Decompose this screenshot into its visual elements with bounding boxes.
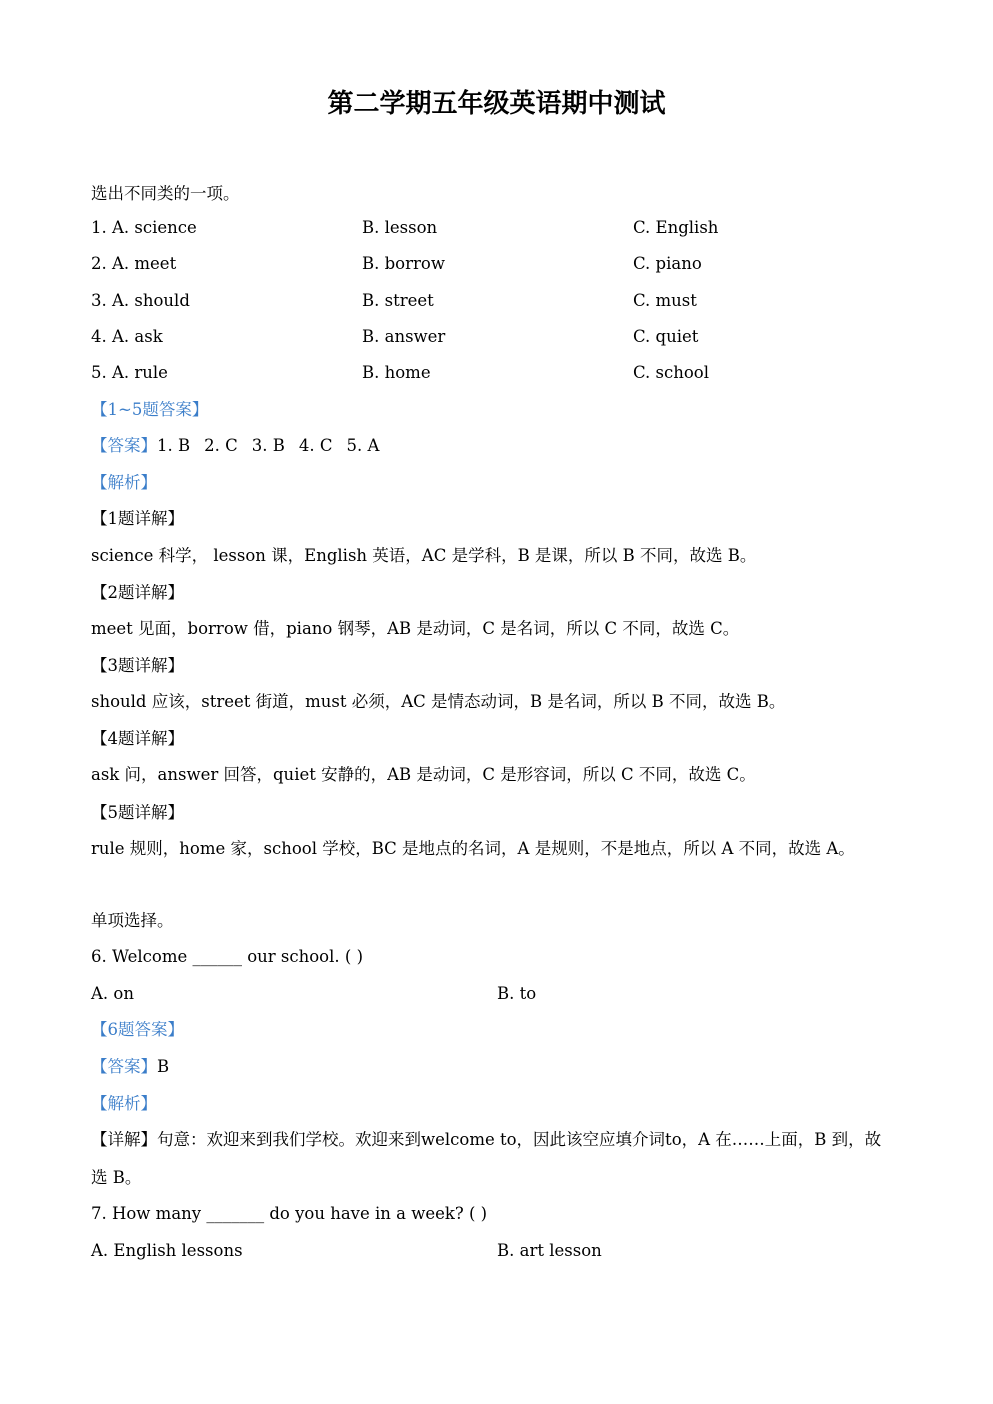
q5-option-a: 5. A. rule [91, 363, 168, 382]
detail-text-4: ask 问，answer 回答，quiet 安静的，AB 是动词，C 是形容词，所以 C 不同，故选 C。 [91, 765, 756, 784]
detail-text-6-line2: 选 B。 [91, 1168, 142, 1187]
detail-header-4: 【4题详解】 [91, 729, 184, 748]
answer-header-6: 【6题答案】 [91, 1020, 184, 1039]
q6-options [91, 981, 913, 1007]
q3-option-a: 3. A. should [91, 291, 190, 310]
answer-2: 2. C [204, 436, 238, 455]
detail-header-3: 【3题详解】 [91, 656, 184, 675]
answer-line-1-5 [91, 433, 913, 459]
q2-option-b: B. borrow [362, 254, 445, 273]
q4-option-b: B. answer [362, 327, 446, 346]
q4-option-c: C. quiet [633, 327, 699, 346]
q6-option-a: A. on [91, 984, 134, 1003]
question-row-4 [91, 324, 913, 350]
detail-header-5: 【5题详解】 [91, 803, 184, 822]
analysis-tag-6: 【解析】 [91, 1094, 157, 1113]
question-row-2 [91, 251, 913, 277]
q3-option-c: C. must [633, 291, 697, 310]
question-row-3 [91, 288, 913, 314]
question-row-1 [91, 215, 913, 241]
q7-options [91, 1238, 913, 1264]
section1-instruction: 选出不同类的一项。 [91, 184, 240, 203]
q3-option-b: B. street [362, 291, 434, 310]
detail-text-2: meet 见面，borrow 借，piano 钢琴，AB 是动词，C 是名词，所以 C 不同，故选 C。 [91, 619, 740, 638]
q5-option-c: C. school [633, 363, 710, 382]
q2-option-a: 2. A. meet [91, 254, 177, 273]
answer-line-6 [91, 1054, 913, 1080]
answer-tag-6: 【答案】 [91, 1057, 157, 1076]
q7-option-b: B. art lesson [497, 1241, 602, 1260]
detail-text-3: should 应该，street 街道，must 必须，AC 是情态动词，B 是名词，所以 B 不同，故选 B。 [91, 692, 786, 711]
q2-option-c: C. piano [633, 254, 702, 273]
detail-text-5: rule 规则，home 家，school 学校，BC 是地点的名词，A 是规则，不是地点，所以 A 不同，故选 A。 [91, 839, 855, 858]
analysis-tag-1-5: 【解析】 [91, 473, 157, 492]
q7-option-a: A. English lessons [91, 1241, 243, 1260]
q1-option-a: 1. A. science [91, 218, 197, 237]
page-title: 第二学期五年级英语期中测试 [327, 89, 666, 119]
q6-question: 6. Welcome ______ our school. ( ) [91, 947, 364, 966]
q1-option-c: C. English [633, 218, 719, 237]
detail-text-6-line1: 【详解】句意：欢迎来到我们学校。欢迎来到welcome to，因此该空应填介词to，A 在……上面，B 到，故 [91, 1130, 882, 1149]
answer-3: 3. B [251, 436, 285, 455]
answer-tag: 【答案】 [91, 436, 157, 455]
detail-header-2: 【2题详解】 [91, 583, 184, 602]
q5-option-b: B. home [362, 363, 431, 382]
answer-header-1-5: 【1~5题答案】 [91, 400, 209, 419]
detail-text-1: science 科学， lesson 课，English 英语，AC 是学科，B 是课，所以 B 不同，故选 B。 [91, 546, 757, 565]
answer-1: 1. B [157, 436, 191, 455]
section2-instruction: 单项选择。 [91, 911, 174, 930]
question-row-5 [91, 360, 913, 386]
answer-6: B [157, 1057, 170, 1076]
q7-question: 7. How many _______ do you have in a week? ( ) [91, 1204, 488, 1223]
q6-option-b: B. to [497, 984, 537, 1003]
answer-5: 5. A [346, 436, 380, 455]
q4-option-a: 4. A. ask [91, 327, 163, 346]
answer-4: 4. C [298, 436, 333, 455]
q1-option-b: B. lesson [362, 218, 438, 237]
detail-header-1: 【1题详解】 [91, 509, 184, 528]
